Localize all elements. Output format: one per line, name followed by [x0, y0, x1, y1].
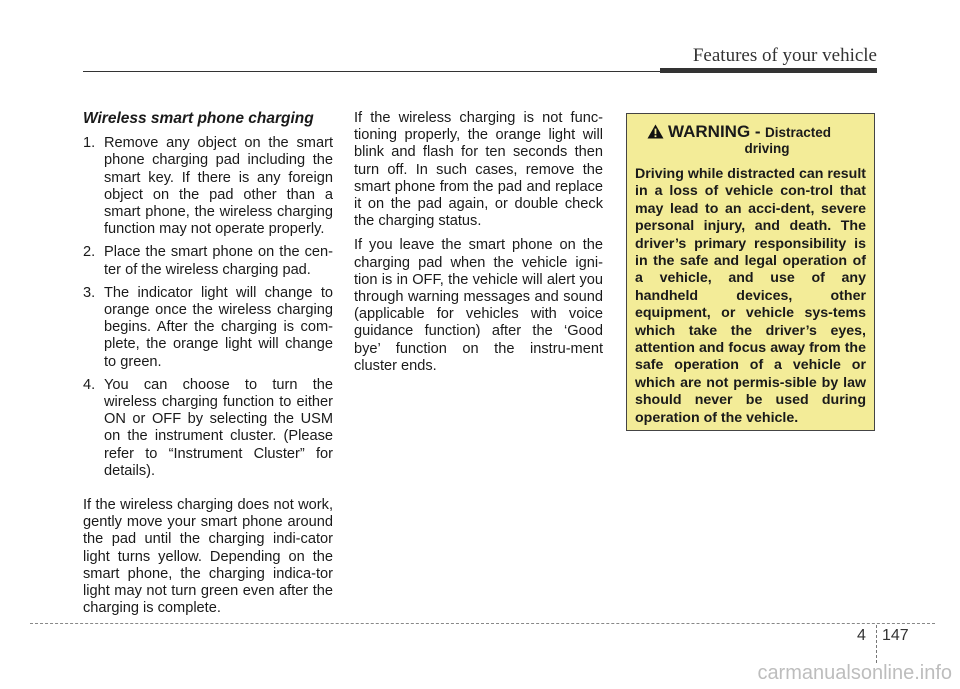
body-paragraph: If you leave the smart phone on the charging pad when the vehicle igni-tion is in OFF, the vehicle will alert you through warning messages and sound (applicable for vehicles with voice guidance function) after the ‘Good bye’ function on the instru-ment cluster ends.: [354, 237, 603, 374]
footer-divider: [876, 625, 877, 663]
warning-label: WARNING -: [668, 122, 761, 141]
header-rule: [83, 71, 660, 72]
steps-list: [83, 135, 333, 480]
chapter-number: 4: [857, 627, 866, 644]
step-item: 1. Remove any object on the smart phone charging pad including the smart key. If there is any foreign object on the pad other than a smart phone, the wireless charging function may not operate properly.: [83, 135, 333, 238]
running-header: Features of your vehicle: [692, 45, 877, 66]
step-item: 3. The indicator light will change to orange once the wireless charging begins. After the charging is com-plete, the orange light will change to green.: [83, 284, 333, 370]
header-rule-accent: [660, 68, 877, 73]
watermark: carmanualsonline.info: [757, 662, 952, 684]
warning-body: Driving while distracted can result in a loss of vehicle con-trol that may lead to an acci-dent, severe personal injury, and death. The driver’s primary responsibility is in the safe and legal operation of a vehicle, and use of any handheld devices, other equipment, or vehicle sys-tems which take the driver’s eyes, attention and focus away from the safe operation of a vehicle or which are not permis-sible by law should never be used during operation of the vehicle.: [635, 166, 867, 426]
body-paragraph: If the wireless charging is not func-tioning properly, the orange light will blink and flash for ten seconds then turn off. In such cases, remove the smart phone from the pad and replace it on the pad again, or double check the charging status.: [354, 110, 603, 230]
warning-subtitle-line2: driving: [744, 141, 790, 156]
warning-subtitle: Distracted: [765, 125, 832, 140]
footer-rule: [30, 623, 935, 624]
step-item: 4. You can choose to turn the wireless charging function to either ON or OFF by selecting the USM on the instrument cluster. (Please refer to “Instrument Cluster” for details).: [83, 376, 333, 479]
warning-box: [626, 113, 875, 431]
step-item: 2. Place the smart phone on the cen-ter of the wireless charging pad.: [83, 244, 333, 278]
section-title: Wireless smart phone charging: [83, 110, 314, 127]
warning-triangle-icon: [647, 124, 664, 139]
body-paragraph: If the wireless charging does not work, gently move your smart phone around the pad until the charging indi-cator light turns yellow. Depending on the smart phone, the charging indica-tor light may not turn green even after the charging is complete.: [83, 497, 333, 617]
left-column: [83, 110, 333, 624]
warning-heading: [635, 122, 866, 162]
middle-column: [354, 110, 603, 382]
page-number: 147: [882, 627, 909, 644]
